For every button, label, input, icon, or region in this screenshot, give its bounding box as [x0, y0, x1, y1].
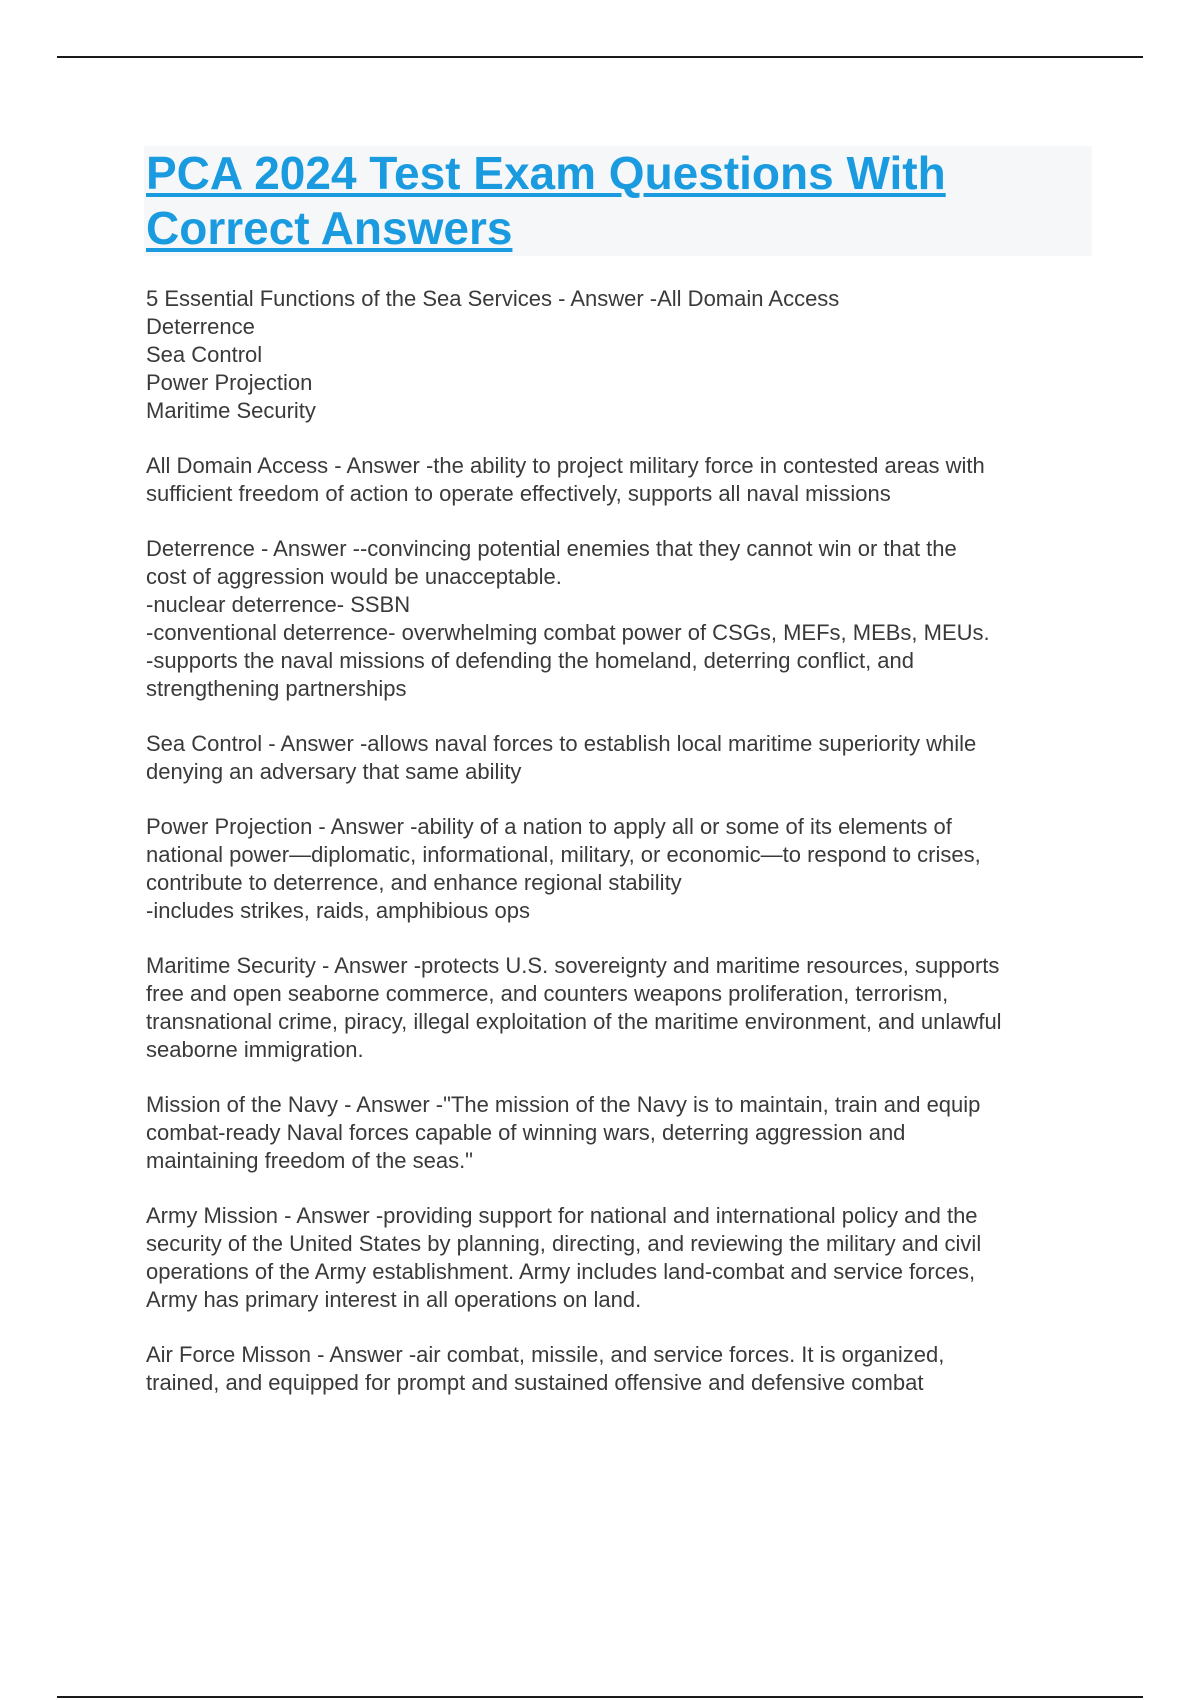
entry-line: Air Force Misson - Answer -air combat, missile, and service forces. It is organized, — [146, 1342, 945, 1367]
bottom-rule — [57, 1696, 1143, 1698]
entry-line: Maritime Security - Answer -protects U.S. sovereignty and maritime resources, supports — [146, 953, 1000, 978]
qa-list — [146, 285, 1106, 1424]
entry-line: free and open seaborne commerce, and counters weapons proliferation, terrorism, — [146, 981, 949, 1006]
entry-line: denying an adversary that same ability — [146, 759, 522, 784]
entry-line: national power—diplomatic, informational, military, or economic—to respond to crises, — [146, 842, 981, 867]
title-line: Correct Answers — [146, 202, 513, 254]
page-title — [146, 146, 1086, 256]
entry-line: contribute to deterrence, and enhance regional stability — [146, 870, 682, 895]
entry-line: -includes strikes, raids, amphibious ops — [146, 898, 530, 923]
qa-entry-air-force-mission — [146, 1341, 1106, 1397]
qa-entry-navy-mission — [146, 1091, 1106, 1175]
entry-line: Army Mission - Answer -providing support for national and international policy and the — [146, 1203, 978, 1228]
entry-line: cost of aggression would be unacceptable. — [146, 564, 562, 589]
qa-entry-maritime-security — [146, 952, 1106, 1064]
qa-entry-army-mission — [146, 1202, 1106, 1314]
entry-line: Sea Control — [146, 342, 263, 367]
entry-line: combat-ready Naval forces capable of winning wars, deterring aggression and — [146, 1120, 906, 1145]
entry-line: Army has primary interest in all operations on land. — [146, 1287, 642, 1312]
entry-line: All Domain Access - Answer -the ability to project military force in contested areas with — [146, 453, 985, 478]
qa-entry-essential-functions — [146, 285, 1106, 425]
entry-line: Sea Control - Answer -allows naval forces to establish local maritime superiority while — [146, 731, 977, 756]
entry-line: Power Projection — [146, 370, 313, 395]
entry-line: -supports the naval missions of defending the homeland, deterring conflict, and — [146, 648, 915, 673]
qa-entry-deterrence — [146, 535, 1106, 703]
entry-line: trained, and equipped for prompt and sustained offensive and defensive combat — [146, 1370, 924, 1395]
qa-entry-sea-control — [146, 730, 1106, 786]
entry-line: Maritime Security — [146, 398, 316, 423]
entry-line: Mission of the Navy - Answer -"The mission of the Navy is to maintain, train and equip — [146, 1092, 981, 1117]
top-rule — [57, 56, 1143, 58]
entry-line: transnational crime, piracy, illegal exploitation of the maritime environment, and unlawful — [146, 1009, 1002, 1034]
qa-entry-all-domain-access — [146, 452, 1106, 508]
entry-line: sufficient freedom of action to operate effectively, supports all naval missions — [146, 481, 891, 506]
qa-entry-power-projection — [146, 813, 1106, 925]
entry-line: -conventional deterrence- overwhelming combat power of CSGs, MEFs, MEBs, MEUs. — [146, 620, 990, 645]
entry-line: maintaining freedom of the seas." — [146, 1148, 473, 1173]
entry-line: -nuclear deterrence- SSBN — [146, 592, 411, 617]
entry-line: Deterrence - Answer --convincing potential enemies that they cannot win or that the — [146, 536, 957, 561]
entry-line: security of the United States by planning, directing, and reviewing the military and civil — [146, 1231, 982, 1256]
entry-line: strengthening partnerships — [146, 676, 407, 701]
entry-line: Deterrence — [146, 314, 255, 339]
entry-line: 5 Essential Functions of the Sea Services - Answer -All Domain Access — [146, 286, 840, 311]
entry-line: seaborne immigration. — [146, 1037, 364, 1062]
entry-line: operations of the Army establishment. Army includes land-combat and service forces, — [146, 1259, 976, 1284]
entry-line: Power Projection - Answer -ability of a nation to apply all or some of its elements of — [146, 814, 952, 839]
title-line: PCA 2024 Test Exam Questions With — [146, 147, 946, 199]
